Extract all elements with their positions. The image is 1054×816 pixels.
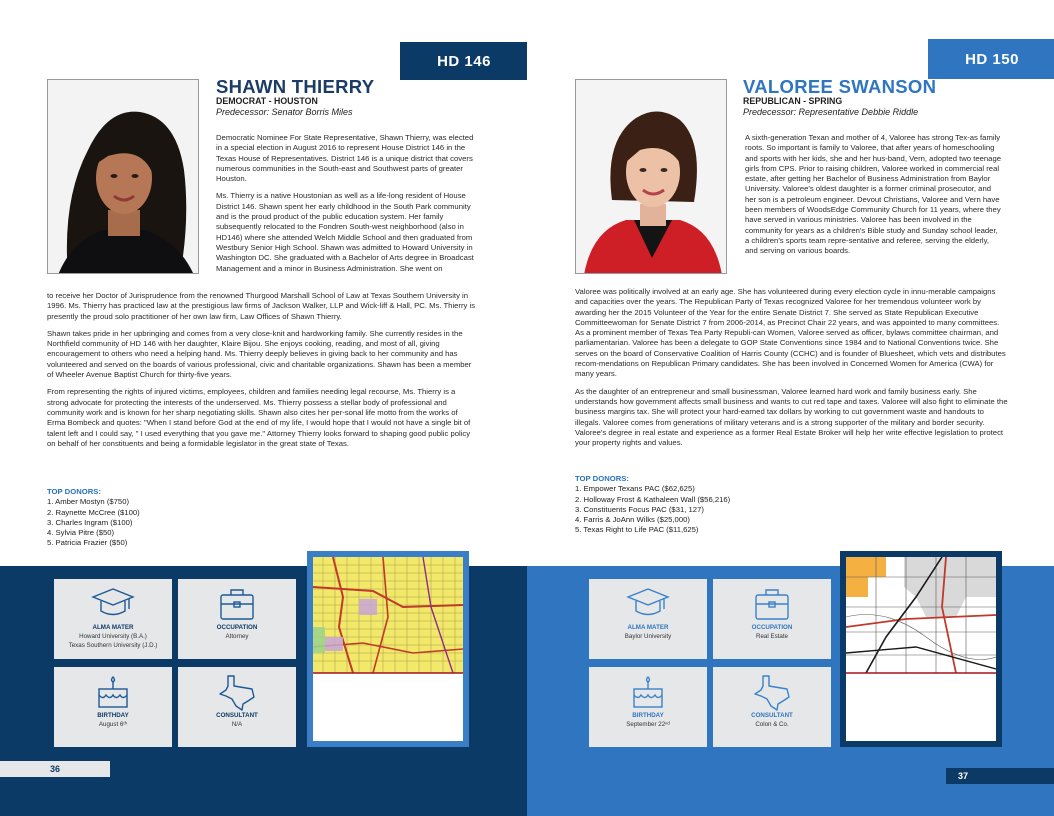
- donor-item: 5. Texas Right to Life PAC ($11,625): [575, 525, 699, 535]
- donor-item: 3. Charles Ingram ($100): [47, 517, 133, 527]
- donors-heading: TOP DONORS:: [47, 487, 101, 496]
- bio-paragraph: to receive her Doctor of Jurisprudence from the renowned Thurgood Marshall School of Law at Texas Southern University in 1996. Ms. Thierry has practiced law at the prestigious law firms of Jackson Walker, LLP and Wick-liff & Hall, PC. Ms. Thierry is presently the proud solo practitioner of her own law firm, Law Offices of Shawn Thierry.: [47, 291, 476, 321]
- occupation-card: [178, 579, 296, 659]
- donor-item: 1. Empower Texans PAC ($62,625): [575, 484, 695, 494]
- consultant-card: [713, 667, 831, 747]
- district-tab: HD 150: [928, 39, 1054, 79]
- donor-item: 2. Holloway Frost & Kathaleen Wall ($56,216): [575, 494, 731, 504]
- birthday-cake-icon: [589, 673, 707, 711]
- occupation-value: Attorney: [225, 633, 249, 640]
- briefcase-icon: [178, 585, 296, 623]
- occupation-card: [713, 579, 831, 659]
- district-tab: HD 146: [400, 42, 527, 80]
- donor-item: 4. Sylvia Pitre ($50): [47, 528, 115, 538]
- bio-paragraph: From representing the rights of injured victims, employees, children and families needing legal recourse, Ms. Thierry is a strong advocate for protecting the interests of the underserved. Ms. Thierry possess a stellar body of professional and community work and is known for her sharp negotiating skills. Shawn also cites her per-sonal life motto from the works of Erma Bombeck and quotes: "When I stand before God at the end of my life, I would hope that I would not have a single bit of talent left and I could say, " I used everything that you gave me." Attorney Thierry looks forward to shaping good public policy on behalf of her constituents and being a formidable legislator in the great state of Texas.: [47, 387, 471, 448]
- candidate-party: DEMOCRAT - HOUSTON: [216, 96, 318, 106]
- donor-item: 4. Farris & JoAnn Wilks ($25,000): [575, 515, 690, 525]
- occupation-title: OCCUPATION: [216, 624, 258, 631]
- candidate-name: SHAWN THIERRY: [216, 76, 375, 97]
- alma-mater-card: [54, 579, 172, 659]
- candidate-predecessor: Predecessor: Senator Borris Miles: [216, 107, 353, 117]
- bio-section-top: [745, 133, 1003, 257]
- candidate-predecessor: Predecessor: Representative Debbie Riddle: [743, 107, 919, 117]
- birthday-title: BIRTHDAY: [97, 712, 129, 719]
- bio-paragraph: A sixth-generation Texan and mother of 4, Valoree has strong Tex-as family roots. So important is family to Valoree, that after years of homeschooling and sports with her kids, she and her hus-band, Vern, adopted two teenage girls from CPS. Prior to raising children, Valoree worked in commercial real estate, after getting her Bachelor of Business Administration from Baylor University. Valoree's oldest daughter is a former criminal prosecutor, and her son is a petroleum engineer. Devout Christians, Valoree and Vern have been members of WoodsEdge Community Church for 11 years, where they have served in various ministries. Valoree has been involved in the community for years as a children's Bible study and Sunday school leader, a children's sports team repre-sentative and referee, serving the elderly, and serving on various boards.: [745, 133, 1001, 256]
- candidate-name: VALOREE SWANSON: [743, 76, 937, 97]
- alma-mater-title: ALMA MATER: [627, 624, 669, 631]
- birthday-card: [54, 667, 172, 747]
- donor-item: 1. Amber Mostyn ($750): [47, 497, 130, 507]
- donor-item: 2. Raynette McCree ($100): [47, 507, 140, 517]
- birthday-card: [589, 667, 707, 747]
- texas-outline-icon: [178, 673, 296, 711]
- donor-item: 3. Constituents Focus PAC ($31, 127): [575, 504, 704, 514]
- top-donors: [575, 474, 730, 536]
- consultant-value: N/A: [231, 721, 243, 728]
- occupation-title: OCCUPATION: [751, 624, 793, 631]
- bio-section-bottom: [575, 287, 1009, 455]
- graduation-cap-icon: [54, 585, 172, 623]
- candidate-party: REPUBLICAN - SPRING: [743, 96, 843, 106]
- alma-mater-value: Baylor University: [624, 633, 672, 640]
- alma-mater-value: Howard University (B.A.) Texas Southern University (J.D.): [68, 633, 158, 649]
- bio-paragraph: As the daughter of an entrepreneur and small businessman, Valoree learned hard work and family business early. She understands how government affects small business and wants to cut red tape and taxes. Valoree will also fight to eliminate the business margins tax. She will protect your hard-earned tax dollars by working to cut government waste and handouts to illegals. Valoree comes from generations of military veterans and is a strong supporter of the military and border security. Valoree's degree in real estate and experience as a former Real Estate Broker will help her write effective legislation to protect your property rights and values.: [575, 386, 1008, 448]
- alma-mater-card: [589, 579, 707, 659]
- district-map: [307, 551, 469, 747]
- top-donors: [47, 487, 140, 549]
- texas-outline-icon: [713, 673, 831, 711]
- birthday-value: August 6ᵗʰ: [98, 721, 128, 728]
- alma-mater-title: ALMA MATER: [92, 624, 134, 631]
- consultant-card: [178, 667, 296, 747]
- donors-heading: TOP DONORS:: [575, 474, 629, 483]
- birthday-value: September 22ⁿᵈ: [626, 721, 670, 728]
- candidate-photo: [575, 79, 727, 274]
- bio-paragraph: Shawn takes pride in her upbringing and comes from a very close-knit and hardworking family. She currently resides in the Northfield community of HD 146 with her daughter, Klaire Bijou. She enjoys cooking, reading, and most of all, giving encouragement to others who need a helping hand. Ms. Thierry deeply believes in giving back to her community and has volunteered and served on the boards of various professional, civic and charitable organizations. Shawn has been a member of Wheeler Avenue Baptist Church for thirty-five years.: [47, 328, 472, 380]
- bio-section-top: [216, 133, 478, 274]
- page-number: 36: [0, 761, 110, 777]
- birthday-cake-icon: [54, 673, 172, 711]
- bio-paragraph: Valoree was politically involved at an early age. She has volunteered during every election cycle in innu-merable campaigns and capacities over the years. The Republican Party of Texas recognized Valoree for her tremendous volunteer work by awarding her the 2015 Volunteer of the Year for the entire Senate District 7. She served as State Republican Executive Committeewoman for Senate District 7 from 2006-2014, as Precinct Chair 22 years, and was appointed to many committees. As a prominent member of Texas Tea Party Republi-can Women, Valoree served as officer, bylaws committee chairman, and parliamentarian. Valoree has been a delegate to GOP State Conventions since 1984 and to National Conventions twice. She serves on the board of Conservative Coalition of Harris County (CCHC) and is founder of Bluesheet, which vets and distributes recom-mendations on Republican Primary candidates. She has been involved in Concerned Women for America (CWA) for many years.: [575, 287, 1006, 379]
- bio-paragraph: Ms. Thierry is a native Houstonian as well as a life-long resident of House District 146. Shawn spent her early childhood in the South Park community and is the proud product of the public education system. Her family subsequently relocated to the Fondren South-west neighborhood (also in HD146) where she attended Welch Middle School and then graduated from Westbury Senior High School. Shawn was admitted to Howard University in Washington DC. She graduated with a Bachelor of Arts degree in Broadcast Management and a minor in Business Administration. She went on: [216, 191, 474, 273]
- bio-paragraph: Democratic Nominee For State Representative, Shawn Thierry, was elected in a special election in August 2016 to represent House District 146 in the Texas House of Representatives. District 146 is a unique district that covers numerous communities in the South-east and Southwest parts of greater Houston.: [216, 133, 474, 184]
- candidate-photo: [47, 79, 199, 274]
- right-page: [527, 0, 1054, 816]
- bio-section-bottom: [47, 291, 478, 456]
- birthday-title: BIRTHDAY: [632, 712, 664, 719]
- consultant-value: Colon & Co.: [755, 721, 789, 728]
- graduation-cap-icon: [589, 585, 707, 623]
- district-map: [840, 551, 1002, 747]
- occupation-value: Real Estate: [756, 633, 788, 640]
- consultant-title: CONSULTANT: [751, 712, 793, 719]
- donor-item: 5. Patricia Frazier ($50): [47, 538, 128, 548]
- consultant-title: CONSULTANT: [216, 712, 258, 719]
- briefcase-icon: [713, 585, 831, 623]
- page-number: 37: [946, 768, 1054, 784]
